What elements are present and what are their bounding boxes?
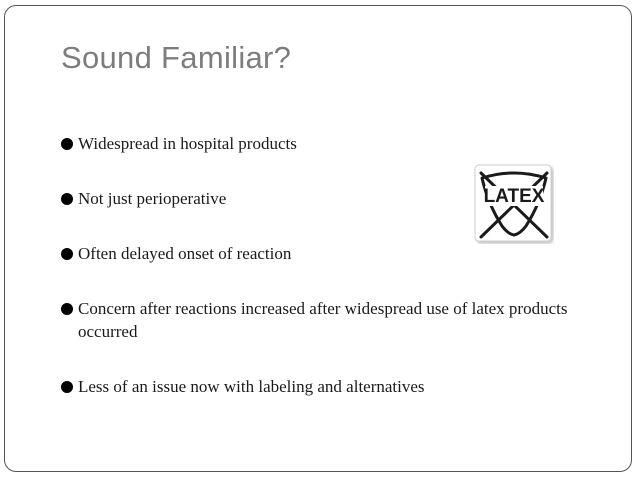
bullet-text: Widespread in hospital products [78,134,297,153]
bullet-dot-icon [61,303,73,315]
latex-label: LATEX [483,186,545,207]
bullet-item [60,242,580,265]
bullet-dot-icon [61,248,73,260]
bullet-item [60,297,580,343]
bullet-dot-icon [61,138,73,150]
bullet-dot-icon [61,193,73,205]
bullet-text: Concern after reactions increased after widespread use of latex products occurred [78,299,568,341]
bullet-text: Often delayed onset of reaction [78,244,292,263]
slide-title: Sound Familiar? [61,40,292,75]
bullet-item [60,132,580,155]
bullet-dot-icon [61,381,73,393]
bullet-item [60,375,580,398]
latex-free-symbol-icon [474,164,554,244]
bullet-text: Less of an issue now with labeling and alternatives [78,377,425,396]
bullet-text: Not just perioperative [78,189,227,208]
